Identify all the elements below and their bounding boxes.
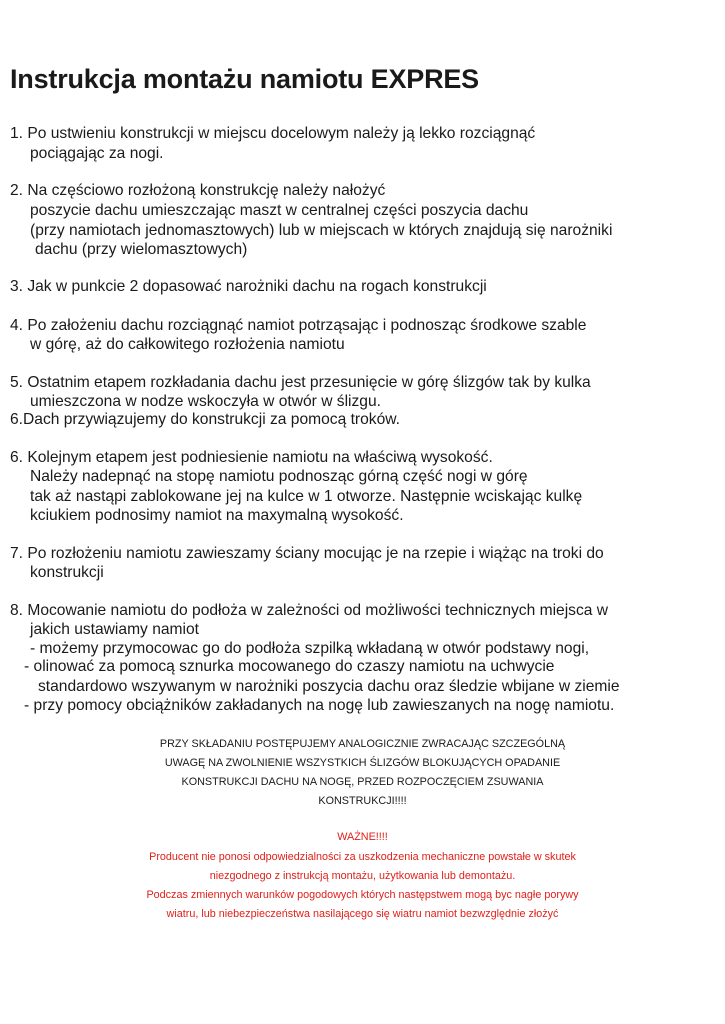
step-8-line-6: - przy pomocy obciążników zakładanych na nogę lub zawieszanych na nogę namiotu. bbox=[24, 697, 615, 714]
step-6-line-2: Należy nadepnąć na stopę namiotu podnosząc górną część nogi w górę bbox=[30, 468, 528, 485]
notice-line-3: KONSTRUKCJI DACHU NA NOGĘ, PRZED ROZPOCZĘCIEM ZSUWANIA bbox=[181, 776, 544, 788]
step-6a-line-1: 6.Dach przywiązujemy do konstrukcji za pomocą troków. bbox=[10, 411, 401, 428]
step-2-line-3: (przy namiotach jednomasztowych) lub w miejscach w których znajdują się narożniki bbox=[30, 222, 613, 239]
step-8-line-5: standardowo wszywanym w narożniki poszycia dachu oraz śledzie wbijane w ziemie bbox=[38, 678, 620, 695]
notice-line-2: UWAGĘ NA ZWOLNIENIE WSZYSTKICH ŚLIZGÓW BLOKUJĄCYCH OPADANIE bbox=[164, 757, 561, 769]
notice-line-1: PRZY SKŁADANIU POSTĘPUJEMY ANALOGICZNIE ZWRACAJĄC SZCZEGÓLNĄ bbox=[159, 738, 566, 750]
step-3-line-1: 3. Jak w punkcie 2 dopasować narożniki dachu na rogach konstrukcji bbox=[10, 278, 487, 295]
warning-line-3: Podczas zmiennych warunków pogodowych których następstwem mogą byc nagłe porywy bbox=[146, 889, 579, 901]
step-1-line-1: 1. Po ustwieniu konstrukcji w miejscu docelowym należy ją lekko rozciągnąć bbox=[10, 125, 536, 142]
warning-line-2: niezgodnego z instrukcją montażu, użytkowania lub demontażu. bbox=[209, 870, 516, 882]
warning-line-1: Producent nie ponosi odpowiedzialności za uszkodzenia mechaniczne powstałe w skutek bbox=[149, 851, 576, 863]
step-4-line-2: w górę, aż do całkowitego rozłożenia namiotu bbox=[30, 336, 345, 353]
step-6-line-1: 6. Kolejnym etapem jest podniesienie namiotu na właściwą wysokość. bbox=[10, 449, 493, 466]
step-6-line-3: tak aż nastąpi zablokowane jej na kulce w 1 otworze. Następnie wciskając kulkę bbox=[30, 488, 583, 505]
step-2-line-4: dachu (przy wielomasztowych) bbox=[35, 241, 248, 258]
step-8-line-3: - możemy przymocowac go do podłoża szpilką wkładaną w otwór podstawy nogi, bbox=[30, 640, 590, 657]
step-2-line-1: 2. Na częściowo rozłożoną konstrukcję należy nałożyć bbox=[10, 182, 386, 199]
step-8-line-2: jakich ustawiamy namiot bbox=[30, 621, 199, 638]
warning-line-4: wiatru, lub niebezpieczeństwa nasilającego się wiatru namiot bezwzględnie złożyć bbox=[166, 908, 559, 920]
step-1-line-2: pociągając za nogi. bbox=[30, 145, 164, 162]
step-5-line-1: 5. Ostatnim etapem rozkładania dachu jest przesunięcie w górę ślizgów tak by kulka bbox=[10, 374, 591, 391]
step-8-line-4: - olinować za pomocą sznurka mocowanego do czaszy namiotu na uchwycie bbox=[24, 658, 555, 675]
step-2-line-2: poszycie dachu umieszczając maszt w centralnej części poszycia dachu bbox=[30, 202, 529, 219]
step-7-line-2: konstrukcji bbox=[30, 564, 104, 581]
warning-heading: WAŻNE!!!! bbox=[337, 831, 388, 843]
page-title: Instrukcja montażu namiotu EXPRES bbox=[10, 64, 479, 94]
step-5-line-2: umieszczona w nodze wskoczyła w otwór w ślizgu. bbox=[30, 393, 381, 410]
step-6-line-4: kciukiem podnosimy namiot na maxymalną wysokość. bbox=[30, 507, 404, 524]
step-7-line-1: 7. Po rozłożeniu namiotu zawieszamy ściany mocując je na rzepie i wiążąc na troki do bbox=[10, 545, 604, 562]
step-4-line-1: 4. Po założeniu dachu rozciągnąć namiot potrząsając i podnosząc środkowe szable bbox=[10, 317, 587, 334]
step-8-line-1: 8. Mocowanie namiotu do podłoża w zależności od możliwości technicznych miejsca w bbox=[10, 602, 609, 619]
notice-line-4: KONSTRUKCJI!!!! bbox=[318, 795, 407, 807]
